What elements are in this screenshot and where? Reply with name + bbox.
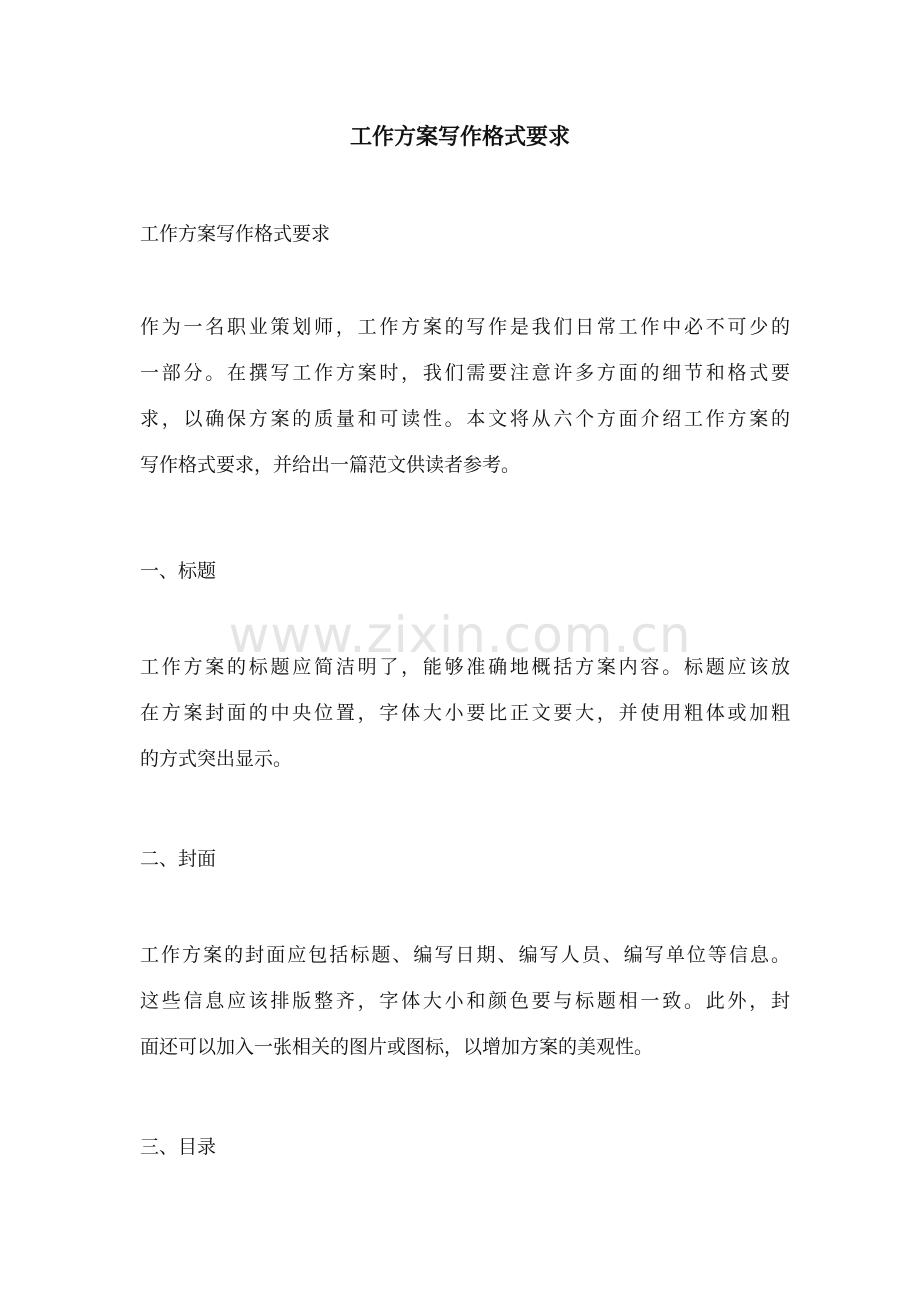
section-heading-cover: 二、封面 <box>140 848 217 870</box>
section-heading-title: 一、标题 <box>140 560 217 582</box>
document-subtitle: 工作方案写作格式要求 <box>140 223 331 245</box>
paragraph-line: 工作方案的标题应简洁明了，能够准确地概括方案内容。标题应该放 <box>140 656 790 678</box>
paragraph-line: 作为一名职业策划师，工作方案的写作是我们日常工作中必不可少的 <box>140 316 790 338</box>
paragraph-line: 面还可以加入一张相关的图片或图标，以增加方案的美观性。 <box>140 1036 654 1058</box>
paragraph-line: 求，以确保方案的质量和可读性。本文将从六个方面介绍工作方案的 <box>140 408 790 430</box>
paragraph-line: 在方案封面的中央位置，字体大小要比正文要大，并使用粗体或加粗 <box>140 702 790 724</box>
document-title: 工作方案写作格式要求 <box>349 124 570 150</box>
section-paragraph-cover <box>140 932 790 1070</box>
section-heading-toc: 三、目录 <box>140 1136 217 1158</box>
paragraph-line: 的方式突出显示。 <box>140 748 293 770</box>
watermark-text: www.zixin.com.cn <box>228 606 692 664</box>
section-paragraph-title <box>140 644 790 782</box>
paragraph-line: 这些信息应该排版整齐，字体大小和颜色要与标题相一致。此外，封 <box>140 990 790 1012</box>
paragraph-line: 一部分。在撰写工作方案时，我们需要注意许多方面的细节和格式要 <box>140 362 790 384</box>
paragraph-line: 写作格式要求，并给出一篇范文供读者参考。 <box>140 454 521 476</box>
paragraph-line: 工作方案的封面应包括标题、编写日期、编写人员、编写单位等信息。 <box>140 944 790 966</box>
intro-paragraph <box>140 304 790 488</box>
